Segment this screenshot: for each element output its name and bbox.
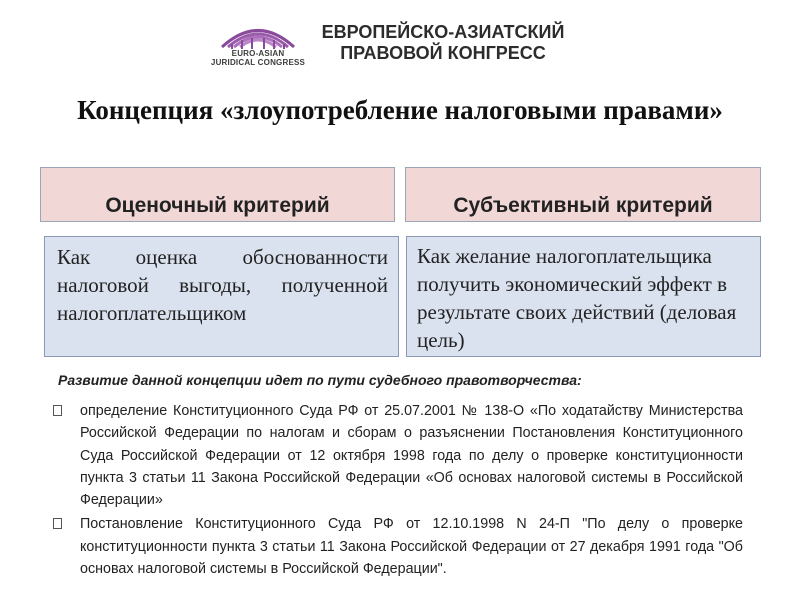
page-title: Концепция «злоупотребление налоговыми правами» [77, 95, 723, 125]
logo-caption-latin [200, 49, 316, 67]
logo-title-line: ЕВРОПЕЙСКО-АЗИАТСКИЙ [321, 22, 565, 42]
list-item [38, 513, 743, 580]
criterion-body-subjective: Как желание налогоплательщика получить экономический эффект в результате своих действий (деловая цель) [406, 236, 761, 357]
list-item [38, 400, 743, 511]
criterion-heading-evaluative: Оценочный критерий [40, 167, 395, 222]
bullet-box-icon [53, 518, 62, 529]
logo-caption-line: JURIDICAL CONGRESS [210, 58, 306, 67]
criterion-body-evaluative: Как оценка обоснованности налоговой выгоды, полученной налогоплательщиком [44, 236, 399, 357]
criterion-heading-subjective: Субъективный критерий [405, 167, 761, 222]
logo-title-line: ПРАВОВОЙ КОНГРЕСС [340, 43, 546, 63]
development-list [38, 400, 743, 582]
logo-caption-cyrillic [318, 22, 568, 64]
logo-caption-line: EURO-ASIAN [231, 49, 285, 58]
bullet-box-icon [53, 405, 62, 416]
list-item-text: Постановление Конституционного Суда РФ от 12.10.1998 N 24-П "По делу о проверке конституционности пункта 3 статьи 11 Закона Российской Федерации от 27 декабря 1991 года "Об основах налоговой системы в Российской Федерации". [80, 516, 743, 578]
development-heading: Развитие данной концепции идет по пути судебного правотворчества: [58, 372, 582, 388]
congress-arches-logo-icon [218, 20, 298, 50]
list-item-text: определение Конституционного Суда РФ от 25.07.2001 № 138-О «По ходатайству Министерства Российской Федерации по налогам и сборам о разъяснении Постановления Конституционного Суда Российской Федерации от 12 октября 1998 года по делу о проверке конституционности пункта 3 статьи 11 Закона Российской Федерации «Об основах налоговой системы в Российской Федерации» [80, 403, 743, 509]
